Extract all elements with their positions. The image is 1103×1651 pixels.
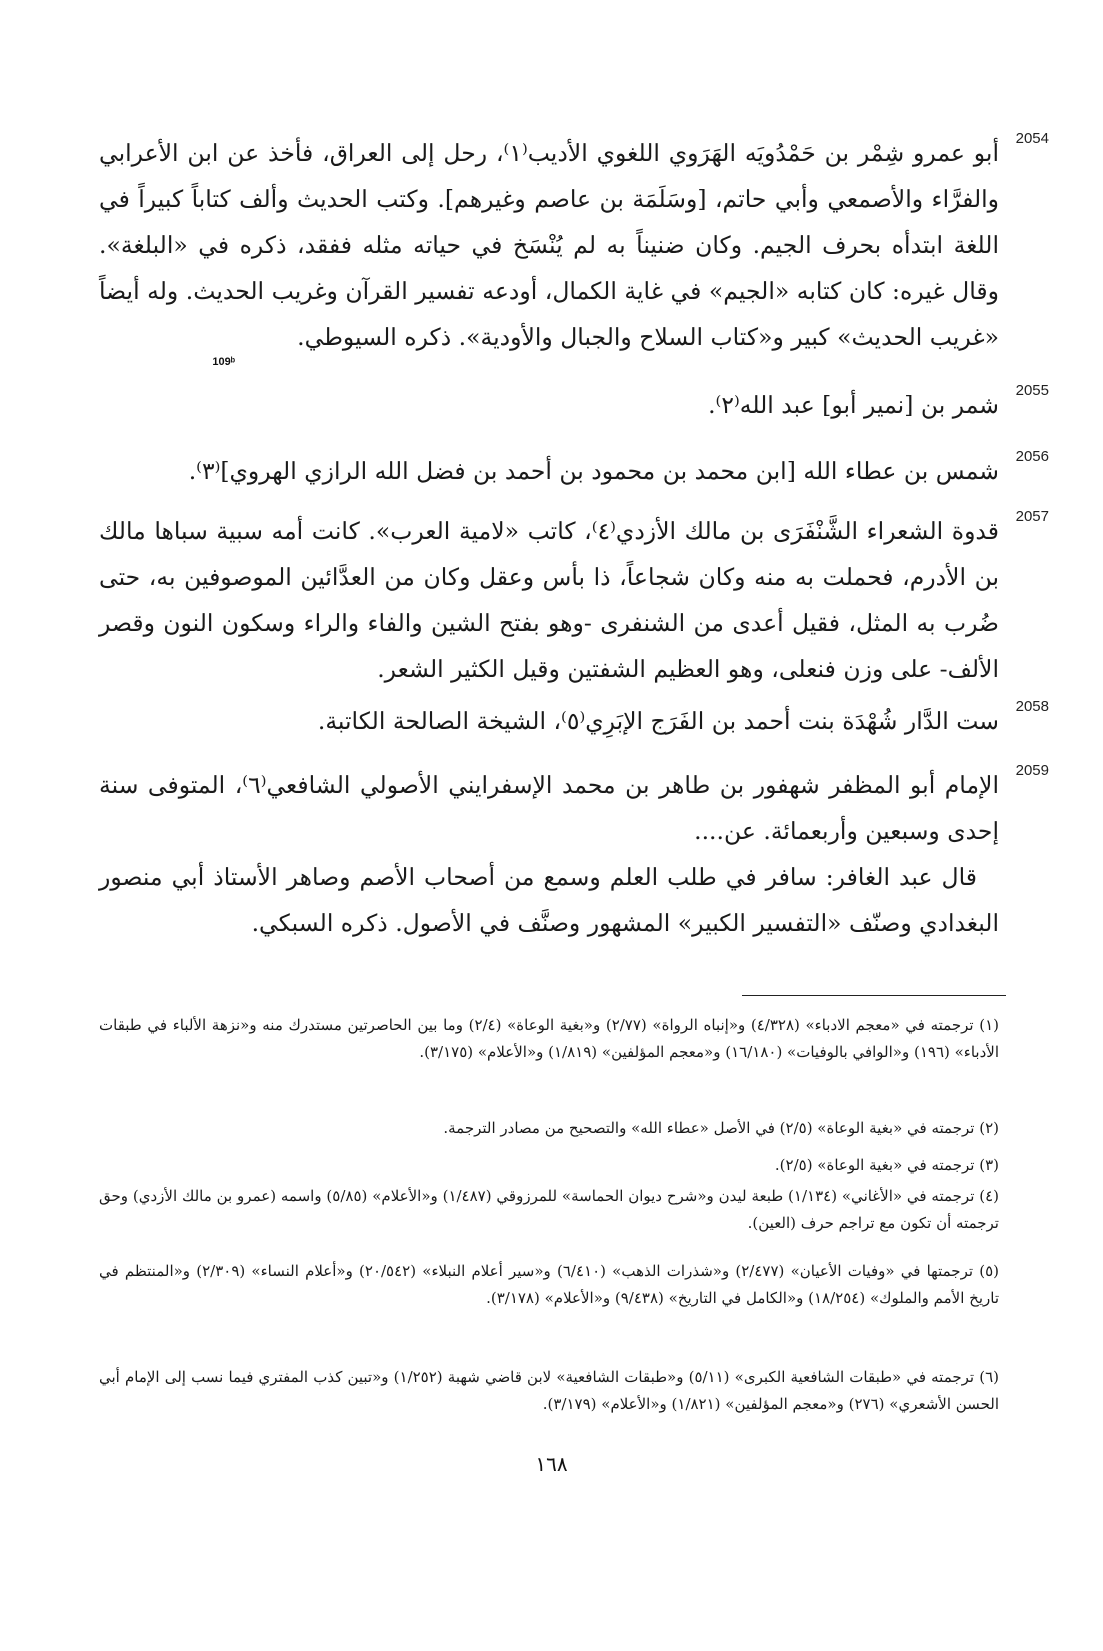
page-number: ١٦٨ (535, 1452, 568, 1476)
marginal-note: 109ᵇ (212, 356, 235, 368)
entry-text: ست الدَّار شُهْدَة بنت أحمد بن الفَرَج الإبَرِي⁽٥⁾، الشيخة الصالحة الكاتبة. (317, 707, 999, 735)
entry-number: 2055 (1015, 382, 1049, 399)
entry-number: 2058 (1015, 698, 1049, 715)
entry-number: 2054 (1015, 130, 1049, 147)
footnote-6: (٦) ترجمته في «طبقات الشافعية الكبرى» (٥/١١) و«طبقات الشافعية» لابن قاضي شهبة (١/٢٥٢) و«تبين كذب المفتري فيما نسب إلى الإمام أبي الحسن الأشعري» (٢٧٦) و«معجم المؤلفين» (١/٨٢١) و«الأعلام» (٣/١٧٩). (99, 1368, 1000, 1413)
footnote-5: (٥) ترجمتها في «وفيات الأعيان» (٢/٤٧٧) و«شذرات الذهب» (٦/٤١٠) و«سير أعلام النبلاء» (٢٠/٥٤٢) و«أعلام النساء» (٢/٣٠٩) و«المنتظم في تاريخ الأمم والملوك» (١٨/٢٥٤) و«الكامل في التاريخ» (٩/٤٣٨) و«الأعلام» (٣/١٧٨). (99, 1262, 999, 1307)
entry-2057 (99, 508, 1049, 692)
entry-text: شمر بن [نمير أبو] عبد الله⁽٢⁾. (708, 391, 999, 419)
footnote-1: (١) ترجمته في «معجم الادباء» (٤/٣٢٨) و«إنباه الرواة» (٢/٧٧) و«بغية الوعاة» (٢/٤) وما بين الحاصرتين مستدرك منه و«نزهة الألباء في طبقات الأدباء» (١٩٦) و«الوافي بالوفيات» (١٦/١٨٠) و«معجم المؤلفين» (١/٨١٩) و«الأعلام» (٣/١٧٥). (99, 1016, 999, 1061)
entry-text: شمس بن عطاء الله [ابن محمد بن محمود بن أحمد بن فضل الله الرازي الهروي]⁽٣⁾. (188, 457, 999, 485)
entry-2056 (99, 448, 1049, 494)
entry-2058 (99, 698, 1049, 744)
footnote-2: (٢) ترجمته في «بغية الوعاة» (٢/٥) في الأصل «عطاء الله» والتصحيح من مصادر الترجمة. (443, 1119, 999, 1137)
entry-subparagraph: قال عبد الغافر: سافر في طلب العلم وسمع من أصحاب الأصم وصاهر الأستاذ أبي منصور البغدادي وصنّف «التفسير الكبير» المشهور وصنَّف في الأصول. ذكره السبكي. (99, 863, 999, 937)
entry-2059 (99, 762, 1049, 946)
entry-number: 2056 (1015, 448, 1049, 465)
footnote-3: (٣) ترجمته في «بغية الوعاة» (٢/٥). (774, 1156, 999, 1174)
entry-text: أبو عمرو شِمْر بن حَمْدُويَه الهَرَوي اللغوي الأديب⁽١⁾، رحل إلى العراق، فأخذ عن ابن الأعرابي والفرَّاء والأصمعي وأبي حاتم، [وسَلَمَة بن عاصم وغيرهم]. وكتب الحديث وألف كتاباً كبيراً في اللغة ابتدأه بحرف الجيم. وكان ضنيناً به لم يُنْسَخ في حياته مثله ففقد، ذكره في «البلغة». وقال غيره: كان كتابه «الجيم» في غاية الكمال، أودعه تفسير القرآن وغريب الحديث. وله أيضاً «غريب الحديث» كبير و«كتاب السلاح والجبال والأودية». ذكره السيوطي. (99, 139, 999, 351)
entry-2055 (99, 382, 1049, 428)
entry-2054 (99, 130, 1049, 360)
footnote-4: (٤) ترجمته في «الأغاني» (١/١٣٤) طبعة ليدن و«شرح ديوان الحماسة» للمرزوقي (١/٤٨٧) و«الأعلام» (٥/٨٥) واسمه (عمرو بن مالك الأزدي) وحق ترجمته أن تكون مع تراجم حرف (العين). (99, 1187, 1000, 1232)
entry-text: الإمام أبو المظفر شهفور بن طاهر بن محمد الإسفرايني الأصولي الشافعي⁽٦⁾، المتوفى سنة إحدى وسبعين وأربعمائة. عن.... (99, 771, 999, 845)
entry-number: 2057 (1015, 508, 1049, 525)
entry-text: قدوة الشعراء الشَّنْفَرَى بن مالك الأزدي⁽٤⁾، كاتب «لامية العرب». كانت أمه سبية سباها مالك بن الأدرم، فحملت به منه وكان شجاعاً، ذا بأس وعقل وكان من العدَّائين الموصوفين به، حتى ضُرب به المثل، فقيل أعدى من الشنفرى -وهو بفتح الشين والفاء والراء وسكون النون وقصر الألف- على وزن فنعلى، وهو العظيم الشفتين وقيل الكثير الشعر. (99, 517, 999, 683)
footnote-divider (742, 995, 1006, 996)
entry-number: 2059 (1015, 762, 1049, 779)
